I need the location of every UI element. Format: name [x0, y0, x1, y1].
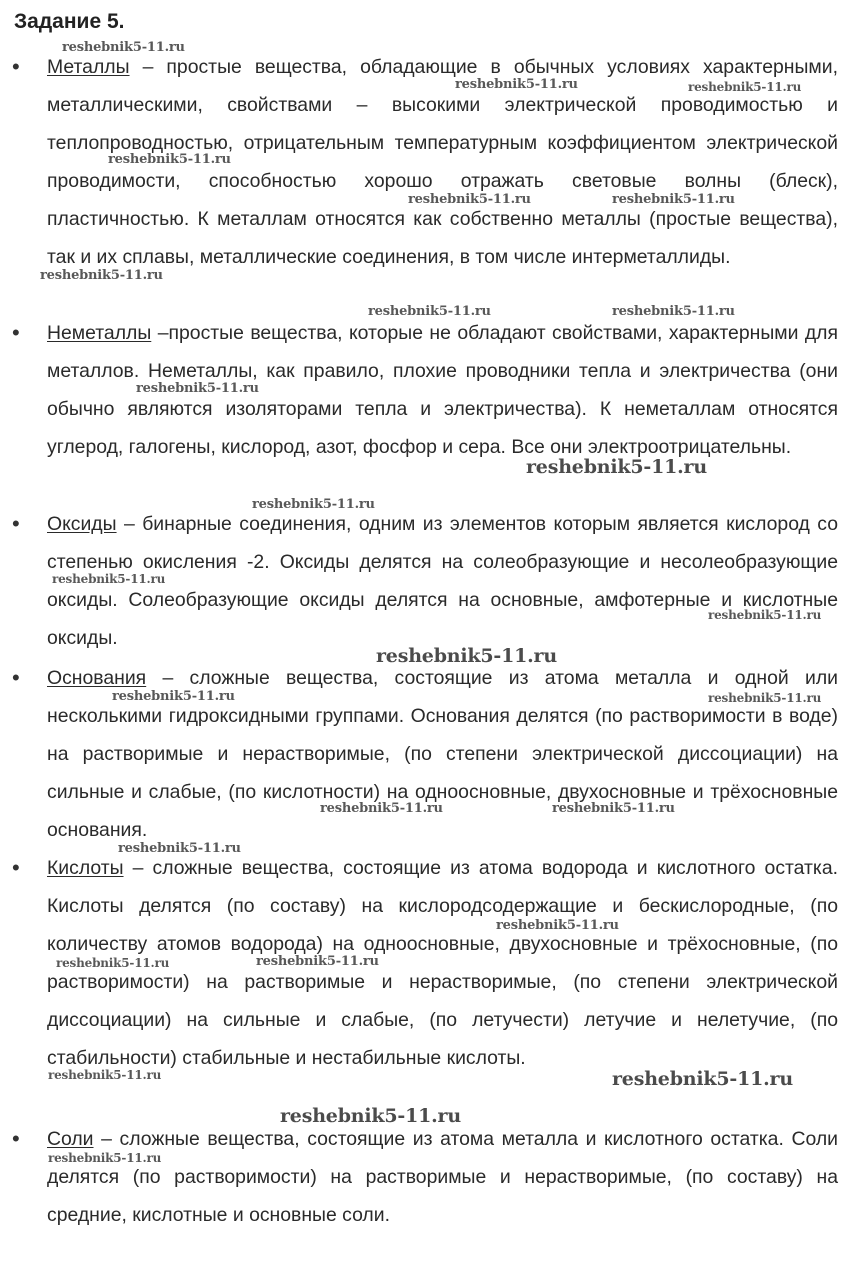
watermark: reshebnik5-11.ru — [408, 192, 531, 207]
definition-body: –простые вещества, которые не обладают свойствами, характерными для металлов. Неметаллы, как правило, плохие проводники тепла и электричества (они обычно являются изоляторами тепла и электричества). К неметаллам относятся углерод, галогены, кислород, азот, фосфор и сера. Все они электроотрицательны. — [47, 322, 838, 458]
watermark: reshebnik5-11.ru — [40, 268, 163, 283]
term-salts: Соли — [47, 1128, 94, 1150]
watermark: reshebnik5-11.ru — [62, 40, 185, 55]
term-acids: Кислоты — [47, 857, 124, 879]
watermark: reshebnik5-11.ru — [256, 954, 379, 969]
watermark: reshebnik5-11.ru — [708, 691, 822, 705]
bullet-icon: • — [12, 511, 20, 536]
term-bases: Основания — [47, 667, 147, 689]
watermark: reshebnik5-11.ru — [48, 1151, 162, 1165]
watermark: reshebnik5-11.ru — [320, 801, 443, 816]
watermark: reshebnik5-11.ru — [455, 77, 578, 92]
watermark: reshebnik5-11.ru — [280, 1105, 461, 1127]
bullet-icon: • — [12, 54, 20, 79]
term-nonmetals: Неметаллы — [47, 322, 152, 344]
definition-body: – простые вещества, обладающие в обычных условиях характерными, металлическими, свойствами – высокими электрической проводимостью и теплопроводностью, отрицательным температурным коэффициентом электрической проводимости, способностью хорошо отражать световые волны (блеск), пластичностью. К металлам относятся как собственно металлы (простые вещества), так и их сплавы, металлические соединения, в том числе интерметаллиды. — [47, 56, 838, 268]
watermark: reshebnik5-11.ru — [368, 304, 491, 319]
term-metals: Металлы — [47, 56, 130, 78]
watermark: reshebnik5-11.ru — [56, 956, 170, 970]
definition-body: – сложные вещества, состоящие из атома металла и кислотного остатка. Соли делятся (по растворимости) на растворимые и нерастворимые, (по составу) на средние, кислотные и основные соли. — [47, 1128, 838, 1226]
watermark: reshebnik5-11.ru — [118, 841, 241, 856]
definition-body: – бинарные соединения, одним из элементов которым является кислород со степенью окисления -2. Оксиды делятся на солеобразующие и несолеобразующие оксиды. Солеобразующие оксиды делятся на основные, амфотерные и кислотные оксиды. — [47, 513, 838, 649]
watermark: reshebnik5-11.ru — [612, 304, 735, 319]
watermark: reshebnik5-11.ru — [526, 456, 707, 478]
watermark: reshebnik5-11.ru — [612, 1068, 793, 1090]
definition-text — [47, 314, 838, 466]
watermark: reshebnik5-11.ru — [48, 1068, 162, 1082]
watermark: reshebnik5-11.ru — [108, 152, 231, 167]
term-oxides: Оксиды — [47, 513, 117, 535]
definition-text — [47, 1120, 838, 1234]
definition-text — [47, 505, 838, 657]
definition-body: – сложные вещества, состоящие из атома водорода и кислотного остатка. Кислоты делятся (по составу) на кислородсодержащие и бескислородные, (по количеству атомов водорода) на одноосновные, двухосновные и трёхосновные, (по растворимости) на растворимые и нерастворимые, (по степени электрической диссоциации) на сильные и слабые, (по летучести) летучие и нелетучие, (по стабильности) стабильные и нестабильные кислоты. — [47, 857, 838, 1069]
definition-text — [47, 48, 838, 276]
watermark: reshebnik5-11.ru — [688, 80, 802, 94]
watermark: reshebnik5-11.ru — [136, 381, 259, 396]
definition-body: – сложные вещества, состоящие из атома металла и одной или несколькими гидроксидными группами. Основания делятся (по растворимости в воде) на растворимые и нерастворимые, (по степени электрической диссоциации) на сильные и слабые, (по кислотности) на одноосновные, двухосновные и трёхосновные основания. — [47, 667, 838, 841]
bullet-icon: • — [12, 1126, 20, 1151]
watermark: reshebnik5-11.ru — [252, 497, 375, 512]
bullet-icon: • — [12, 855, 20, 880]
watermark: reshebnik5-11.ru — [708, 608, 822, 622]
definition-text — [47, 659, 838, 849]
bullet-icon: • — [12, 320, 20, 345]
watermark: reshebnik5-11.ru — [612, 192, 735, 207]
watermark: reshebnik5-11.ru — [52, 572, 166, 586]
watermark: reshebnik5-11.ru — [376, 645, 557, 667]
watermark: reshebnik5-11.ru — [496, 918, 619, 933]
watermark: reshebnik5-11.ru — [552, 801, 675, 816]
task-title: Задание 5. — [14, 10, 125, 33]
definition-text — [47, 849, 838, 1077]
bullet-icon: • — [12, 665, 20, 690]
watermark: reshebnik5-11.ru — [112, 689, 235, 704]
